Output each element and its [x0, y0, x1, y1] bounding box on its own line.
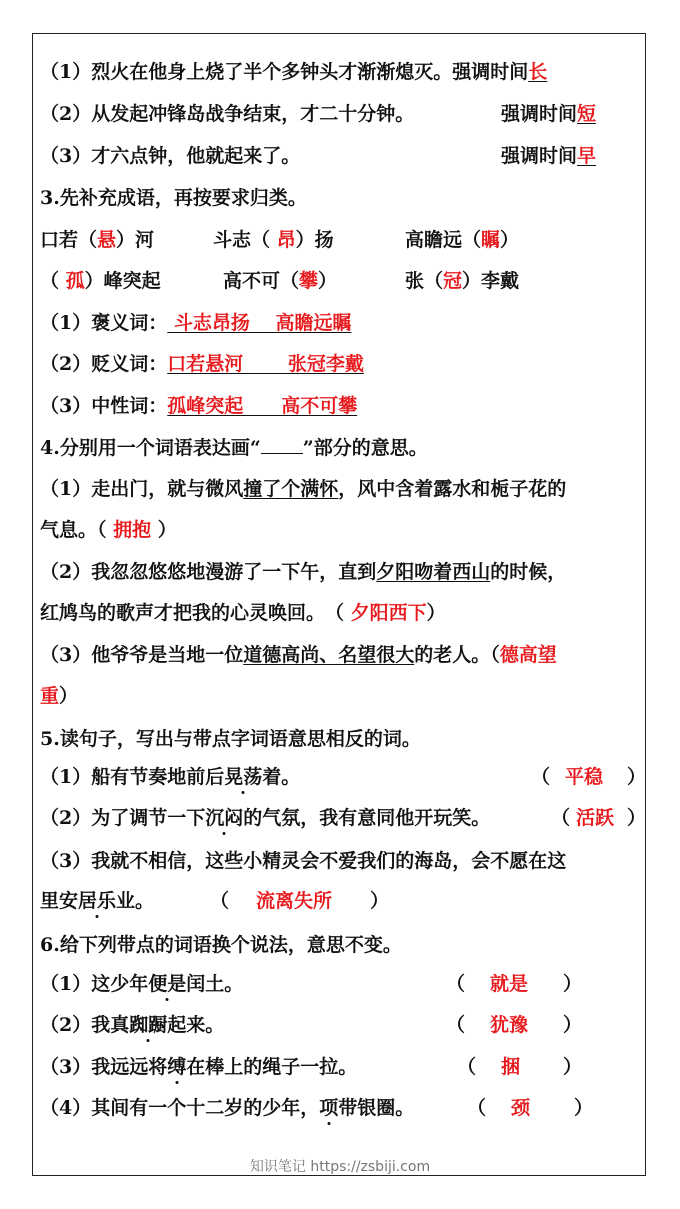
q6-row-3: （3）我远远将缚在棒上的绳子一拉。: [40, 1056, 358, 1078]
q2-row-2-right: [501, 102, 596, 126]
q2-row-2-text: （2）从发起冲锋岛战争结束，才二十分钟。: [40, 103, 415, 125]
idiom-6: 张（冠）李戴: [405, 270, 520, 292]
q5-row-3-answer: 流离失所: [256, 890, 333, 912]
q5-row-1-dotted: 晃荡: [224, 766, 263, 788]
category-positive-answer: 斗志昂扬 高瞻远瞩: [167, 312, 352, 334]
q6-row-3-dotted: 缚: [167, 1056, 187, 1078]
idiom-2: 斗志（ 昂）扬: [213, 229, 334, 251]
q5-row-2-dotted: 沉闷: [205, 807, 244, 829]
q5-row-1-paren-close: ）: [627, 766, 647, 788]
q4-s2-line2: 红鸠鸟的歌声才把我的心灵唤回。 （ 夕阳西下）: [40, 602, 446, 624]
q5-row-3-line1: （3）我就不相信，这些小精灵会不爱我们的海岛，会不愿在这: [40, 850, 567, 872]
category-positive: （1）褒义词： 斗志昂扬 高瞻远瞩: [40, 312, 352, 334]
q2-row-3-answer: 早: [577, 145, 597, 167]
q5-row-3-dotted: 安居乐业: [59, 890, 136, 912]
q4-s3-answer-part2: 重: [40, 685, 60, 707]
q6-row-2-paren-close: ）: [563, 1014, 583, 1036]
q5-row-1: （1）船有节奏地前后晃荡着。: [40, 766, 301, 788]
q2-row-1-answer: 长: [528, 61, 548, 83]
q4-s2-answer: 夕阳西下: [350, 602, 427, 624]
q4-s1-line2: 气息。（ 拥抱 ）: [40, 519, 177, 541]
q5-row-1-paren-open: （: [531, 766, 551, 788]
q5-title: 5.读句子，写出与带点字词语意思相反的词。: [40, 728, 421, 750]
q6-row-4-dotted: 项: [319, 1097, 339, 1119]
q6-row-1: （1）这少年便是闰土。: [40, 973, 244, 995]
q3-title: 3.先补充成语，再按要求归类。: [40, 187, 307, 209]
q6-row-4-paren-close: ）: [574, 1097, 594, 1119]
q4-s1-answer: 拥抱: [113, 519, 152, 541]
q5-row-3-paren-open: （: [210, 890, 230, 912]
q6-row-2: （2）我真踟蹰起来。: [40, 1014, 225, 1036]
q4-s3-line1: （3）他爷爷是当地一位道德高尚、名望很大的老人。（德高望: [40, 644, 557, 666]
category-neutral: （3）中性词：孤峰突起 高不可攀: [40, 395, 358, 417]
q2-row-3-right: [501, 144, 596, 168]
idiom-1-answer: 悬: [97, 229, 117, 251]
q6-row-1-dotted: 便是: [148, 973, 187, 995]
q6-title: 6.给下列带点的词语换个说法，意思不变。: [40, 934, 402, 956]
q4-s2-line1: （2）我忽忽悠悠地漫游了一下午，直到夕阳吻着西山的时候，: [40, 561, 567, 583]
idiom-3-answer: 瞩: [481, 229, 501, 251]
idiom-2-answer: 昂: [276, 229, 296, 251]
q4-s1-line1: （1）走出门，就与微风撞了个满怀，风中含着露水和栀子花的: [40, 478, 567, 500]
q6-row-3-answer: 捆: [501, 1056, 521, 1078]
q6-row-4-paren-open: （: [467, 1097, 487, 1119]
idiom-5: 高不可（攀）: [223, 270, 338, 292]
idiom-5-answer: 攀: [299, 270, 319, 292]
q6-row-1-paren-close: ）: [563, 973, 583, 995]
q6-row-2-answer: 犹豫: [490, 1014, 529, 1036]
q5-row-2-paren-open: （: [551, 807, 571, 829]
q4-s3-answer-part1: 德高望: [499, 644, 557, 666]
q6-row-2-dotted: 踟蹰: [129, 1014, 168, 1036]
q5-row-2-paren-close: ）: [627, 807, 647, 829]
q2-row-1: [40, 60, 547, 84]
q2-row-3-text: （3）才六点钟，他就起来了。: [40, 145, 301, 167]
q6-row-4-answer: 颈: [511, 1097, 531, 1119]
q2-row-2-answer: 短: [577, 103, 597, 125]
idiom-4: （ 孤）峰突起: [40, 270, 161, 292]
q4-s3-line2: 重）: [40, 685, 79, 707]
q5-row-3-paren-close: ）: [370, 890, 390, 912]
q6-row-2-paren-open: （: [446, 1014, 466, 1036]
q6-row-1-paren-open: （: [446, 973, 466, 995]
category-neutral-answer: 孤峰突起 高不可攀: [167, 395, 358, 417]
q2-row-3-tail: 强调时间: [501, 145, 578, 167]
q5-row-2: （2）为了调节一下沉闷的气氛，我有意同他开玩笑。: [40, 807, 491, 829]
q5-row-3-line2: 里安居乐业。: [40, 890, 155, 912]
q2-row-1-tail: 强调时间: [452, 61, 529, 83]
q2-row-2-tail: 强调时间: [501, 103, 578, 125]
q6-row-3-paren-open: （: [457, 1056, 477, 1078]
idiom-4-answer: 孤: [65, 270, 85, 292]
footer-watermark[interactable]: 知识笔记 https://zsbiji.com: [249, 1159, 431, 1175]
q4-s3-underlined: 道德高尚、名望很大: [243, 644, 415, 666]
q6-row-1-answer: 就是: [490, 973, 529, 995]
q5-row-2-answer: 活跃: [576, 807, 615, 829]
q6-row-4: （4）其间有一个十二岁的少年，项带银圈。: [40, 1097, 415, 1119]
q4-s1-underlined: 撞了个满怀: [243, 478, 339, 500]
q2-row-1-text: （1）烈火在他身上烧了半个多钟头才渐渐熄灭。: [40, 61, 453, 83]
idiom-3: 高瞻远（瞩）: [405, 229, 520, 251]
q6-row-3-paren-close: ）: [563, 1056, 583, 1078]
category-negative-answer: 口若悬河 张冠李戴: [167, 353, 364, 375]
q5-row-1-answer: 平稳: [565, 766, 604, 788]
underline-blank: [261, 435, 303, 454]
q4-s2-underlined: 夕阳吻着西山: [376, 561, 491, 583]
q4-title: 4.分别用一个词语表达画“ ”部分的意思。: [40, 437, 428, 459]
category-negative: （2）贬义词：口若悬河 张冠李戴: [40, 353, 364, 375]
idiom-1: 口若（悬）河: [40, 229, 155, 251]
idiom-6-answer: 冠: [443, 270, 463, 292]
